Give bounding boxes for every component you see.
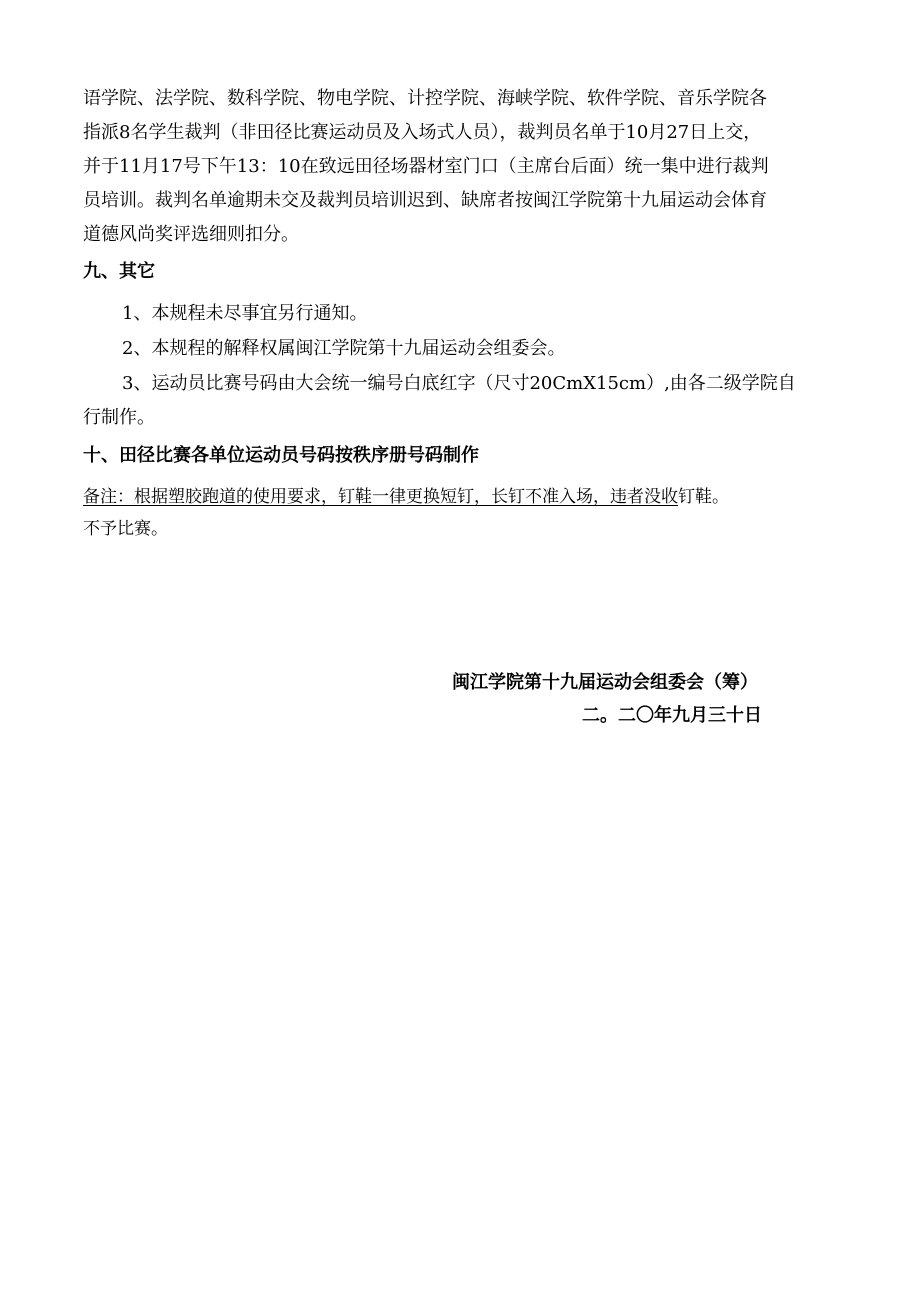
intro-line-2: 指派8名学生裁判（非田径比赛运动员及入场式人员），裁判员名单于10月27日上交， xyxy=(83,122,762,143)
remark-line-1 xyxy=(83,480,729,514)
signature-date: 二。二〇年九月三十日 xyxy=(582,705,762,726)
section-9-item-1: 1、本规程未尽事宜另行通知。 xyxy=(122,303,368,324)
remark-line-2: 不予比赛。 xyxy=(83,519,168,539)
intro-line-5: 道德风尚奖评选细则扣分。 xyxy=(83,224,299,245)
section-9-heading: 九、其它 xyxy=(83,261,155,282)
intro-line-3: 并于11月17号下午13：10在致远田径场器材室门口（主席台后面）统一集中进行裁判 xyxy=(83,156,769,177)
remark-trailing-text: 钉鞋。 xyxy=(678,487,729,507)
section-9-item-3-line-2: 行制作。 xyxy=(83,407,155,428)
section-9-item-2: 2、本规程的解释权属闽江学院第十九届运动会组委会。 xyxy=(122,338,566,359)
section-10-heading: 十、田径比赛各单位运动员号码按秩序册号码制作 xyxy=(83,445,479,466)
organizer-signature: 闽江学院第十九届运动会组委会（筹） xyxy=(452,672,758,693)
intro-paragraph xyxy=(83,82,843,252)
section-9-item-3-line-1: 3、运动员比赛号码由大会统一编号白底红字（尺寸20CmX15cm）,由各二级学院自 xyxy=(122,373,796,394)
intro-line-1: 语学院、法学院、数科学院、物电学院、计控学院、海峡学院、软件学院、音乐学院各 xyxy=(83,88,767,109)
remark-underlined-text: 备注：根据塑胶跑道的使用要求，钉鞋一律更换短钉，长钉不准入场，违者没收 xyxy=(83,487,678,507)
intro-line-4: 员培训。裁判名单逾期未交及裁判员培训迟到、缺席者按闽江学院第十九届运动会体育 xyxy=(83,190,767,211)
